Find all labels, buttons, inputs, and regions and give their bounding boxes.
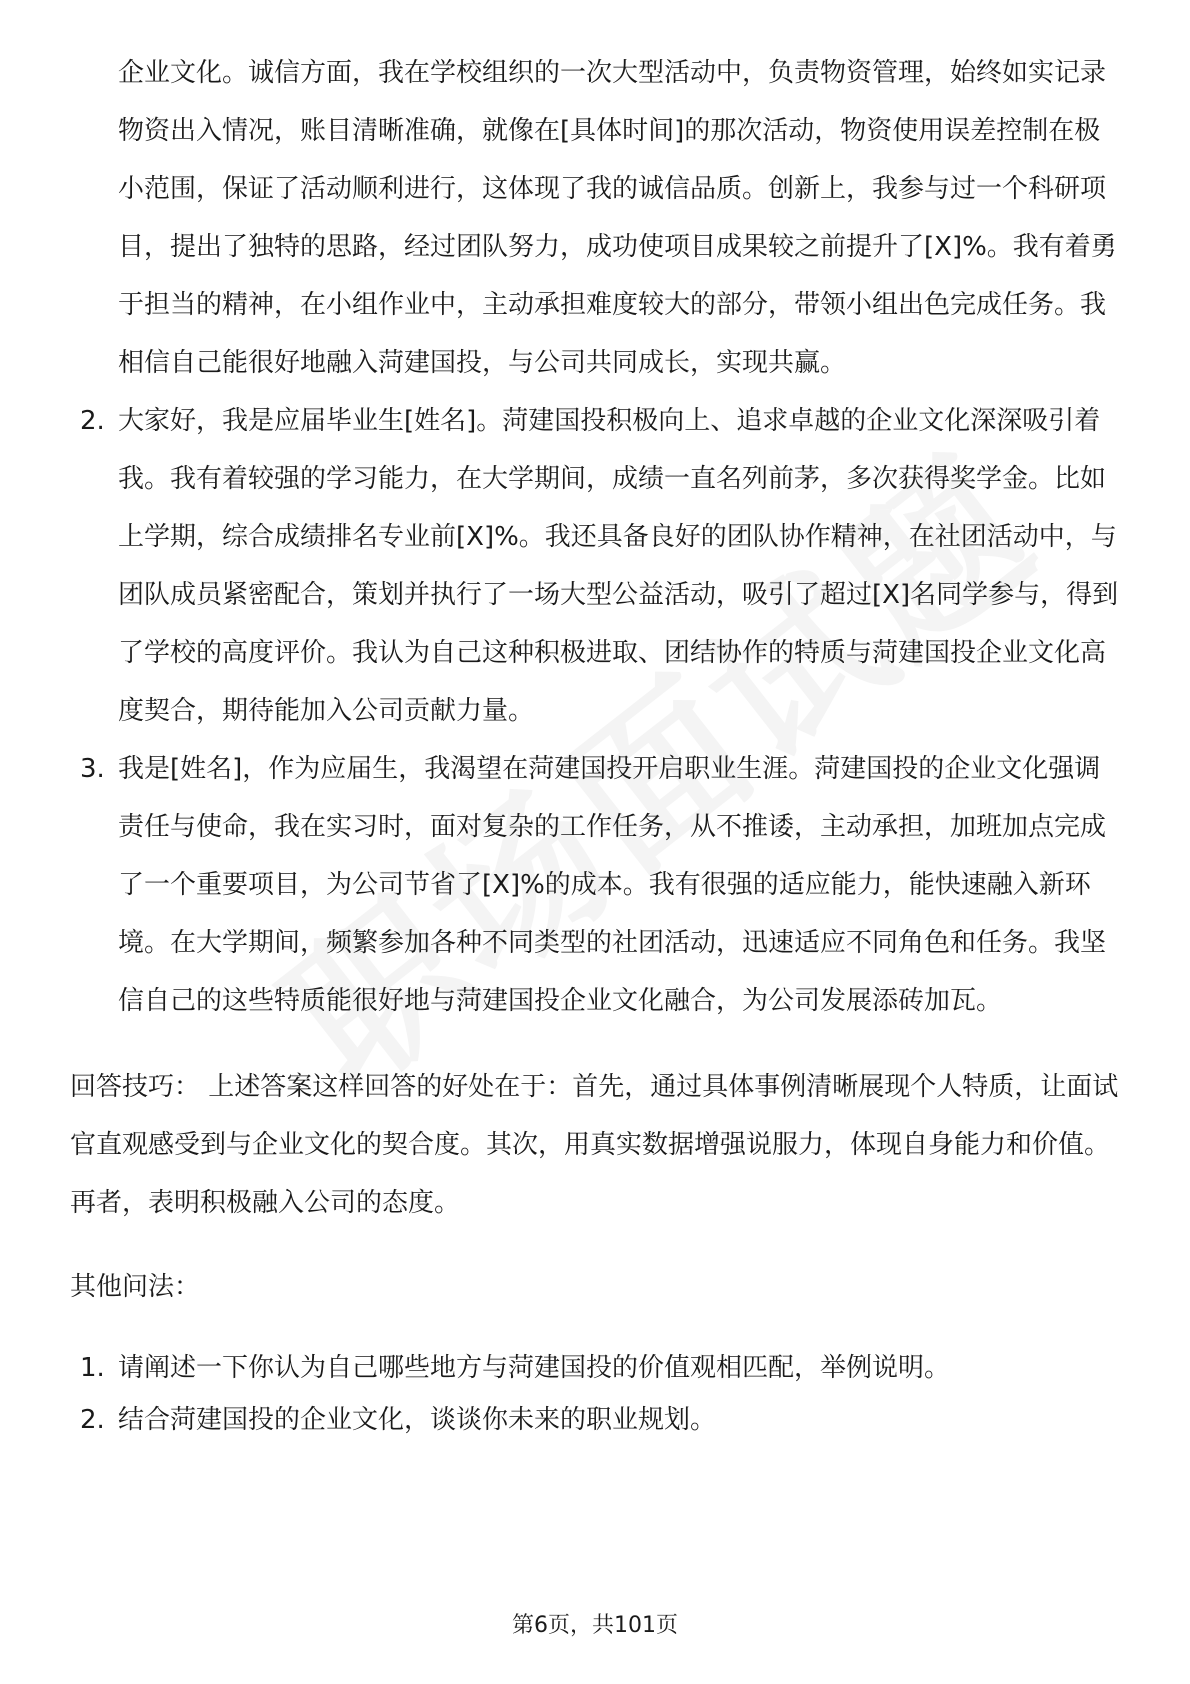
question-number: 1. bbox=[80, 1353, 105, 1383]
page-number-footer: 第6页，共101页 bbox=[512, 1613, 678, 1638]
question-text: 结合菏建国投的企业文化，谈谈你未来的职业规划。 bbox=[118, 1405, 717, 1435]
answer-list bbox=[70, 392, 1120, 1030]
page-content bbox=[70, 44, 1120, 1446]
answer-number: 3. bbox=[80, 754, 105, 784]
other-question-item bbox=[70, 1342, 1120, 1394]
answer-tips-paragraph: 回答技巧： 上述答案这样回答的好处在于：首先，通过具体事例清晰展现个人特质，让面试官直观感受到与企业文化的契合度。其次，用真实数据增强说服力，体现自身能力和价值。再者，表明积极融入公司的态度。 bbox=[70, 1072, 1119, 1218]
continued-answer-paragraph: 企业文化。诚信方面，我在学校组织的一次大型活动中，负责物资管理，始终如实记录物资出入情况，账目清晰准确，就像在[具体时间]的那次活动，物资使用误差控制在极小范围，保证了活动顺利进行，这体现了我的诚信品质。创新上，我参与过一个科研项目，提出了独特的思路，经过团队努力，成功使项目成果较之前提升了[X]%。我有着勇于担当的精神，在小组作业中，主动承担难度较大的部分，带领小组出色完成任务。我相信自己能很好地融入菏建国投，与公司共同成长，实现共赢。 bbox=[118, 58, 1117, 378]
answer-number: 2. bbox=[80, 406, 105, 436]
other-questions-list bbox=[70, 1342, 1120, 1446]
other-question-item bbox=[70, 1394, 1120, 1446]
other-questions-heading: 其他问法： bbox=[70, 1272, 201, 1302]
answer-text: 大家好，我是应届毕业生[姓名]。菏建国投积极向上、追求卓越的企业文化深深吸引着我。我有着较强的学习能力，在大学期间，成绩一直名列前茅，多次获得奖学金。比如上学期，综合成绩排名专业前[X]%。我还具备良好的团队协作精神，在社团活动中，与团队成员紧密配合，策划并执行了一场大型公益活动，吸引了超过[X]名同学参与，得到了学校的高度评价。我认为自己这种积极进取、团结协作的特质与菏建国投企业文化高度契合，期待能加入公司贡献力量。 bbox=[118, 406, 1119, 726]
answer-item bbox=[70, 740, 1120, 1030]
answer-item bbox=[70, 392, 1120, 740]
question-text: 请阐述一下你认为自己哪些地方与菏建国投的价值观相匹配，举例说明。 bbox=[118, 1353, 951, 1383]
question-number: 2. bbox=[80, 1405, 105, 1435]
answer-text: 我是[姓名]，作为应届生，我渴望在菏建国投开启职业生涯。菏建国投的企业文化强调责任与使命，我在实习时，面对复杂的工作任务，从不推诿，主动承担，加班加点完成了一个重要项目，为公司节省了[X]%的成本。我有很强的适应能力，能快速融入新环境。在大学期间，频繁参加各种不同类型的社团活动，迅速适应不同角色和任务。我坚信自己的这些特质能很好地与菏建国投企业文化融合，为公司发展添砖加瓦。 bbox=[118, 754, 1107, 1016]
